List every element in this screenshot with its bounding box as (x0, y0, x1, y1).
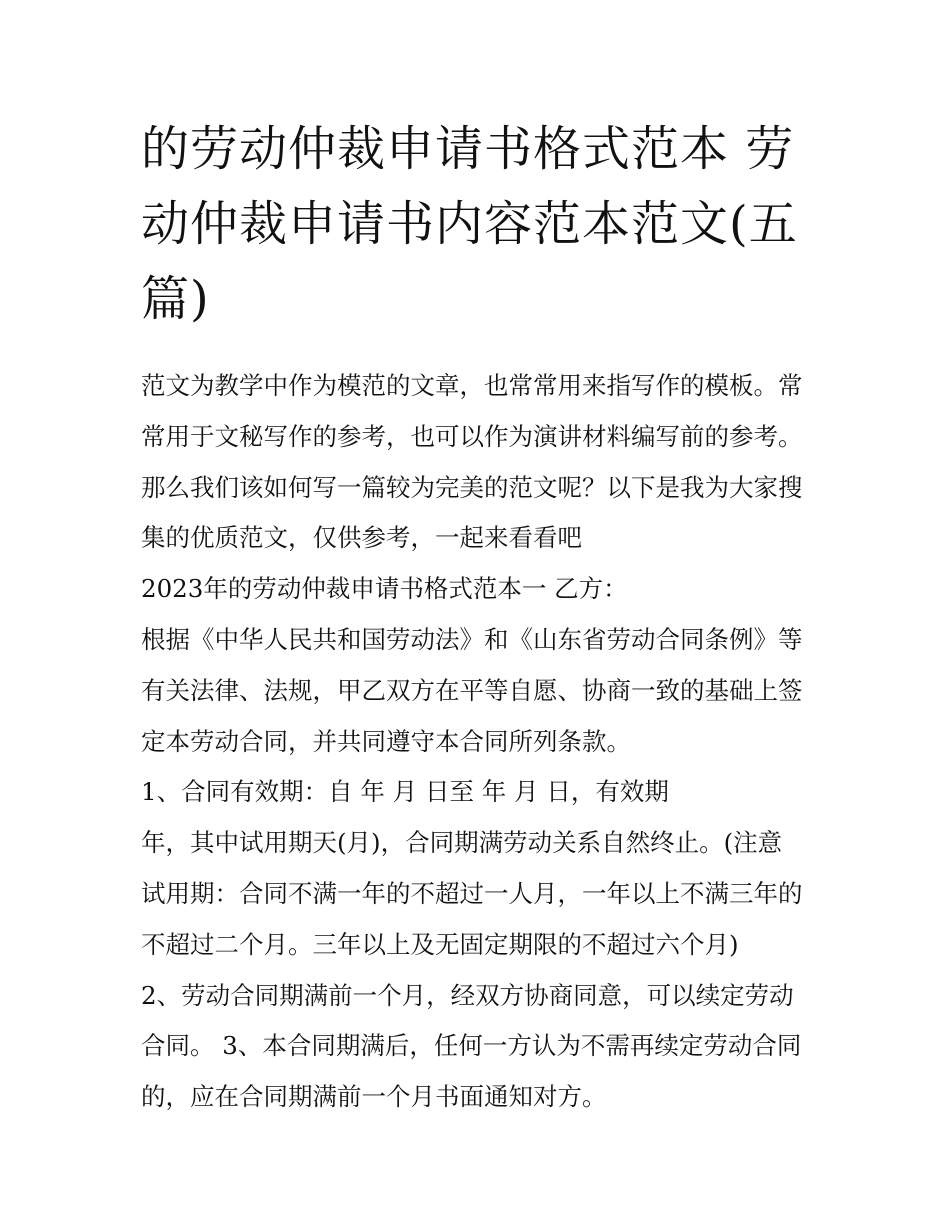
body-line: 集的优质范文，仅供参考，一起来看看吧 (141, 523, 582, 553)
body-line: 不超过二个月。三年以上及无固定期限的不超过六个月) (141, 929, 739, 959)
body-line: 合同。 3、本合同期满后，任何一方认为不需再续定劳动合同 (141, 1031, 802, 1061)
clause-line: 1、合同有效期：自 年 月 日至 年 月 日，有效期 (141, 777, 669, 807)
body-line: 有关法律、法规，甲乙双方在平等自愿、协商一致的基础上签 (141, 675, 803, 705)
document-title (141, 112, 841, 337)
body-line: 的，应在合同期满前一个月书面通知对方。 (141, 1082, 607, 1112)
body-line: 那么我们该如何写一篇较为完美的范文呢？以下是我为大家搜 (141, 472, 803, 502)
body-line: 定本劳动合同，并共同遵守本合同所列条款。 (141, 726, 631, 756)
body-line: 试用期：合同不满一年的不超过一人月，一年以上不满三年的 (141, 878, 803, 908)
body-line: 根据《中华人民共和国劳动法》和《山东省劳动合同条例》等 (141, 624, 803, 654)
clause-line: 2、劳动合同期满前一个月，经双方协商同意，可以续定劳动 (141, 980, 794, 1010)
section-heading: 2023年的劳动仲裁申请书格式范本一 乙方： (141, 574, 628, 604)
title-line: 动仲裁申请书内容范本范文(五 (141, 196, 798, 252)
body-line: 年，其中试用期天(月)，合同期满劳动关系自然终止。(注意 (141, 828, 783, 858)
body-line: 常用于文秘写作的参考，也可以作为演讲材料编写前的参考。 (141, 421, 803, 451)
body-line: 范文为教学中作为模范的文章，也常常用来指写作的模板。常 (141, 371, 803, 400)
title-line: 的劳动仲裁申请书格式范本 劳 (141, 121, 795, 177)
title-line: 篇) (141, 271, 210, 327)
document-body (141, 361, 831, 1123)
